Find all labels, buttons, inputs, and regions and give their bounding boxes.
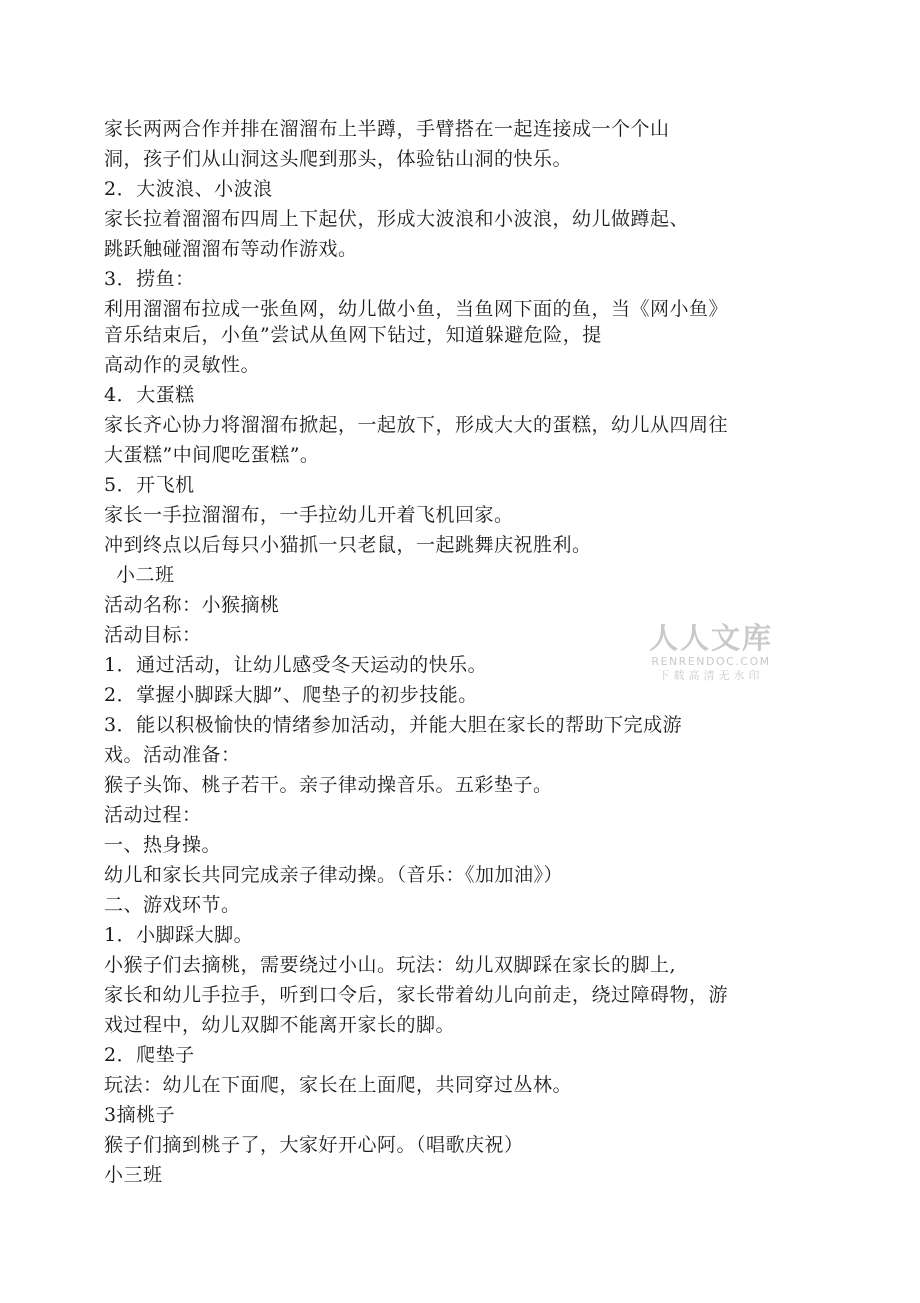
text-line: 冲到终点以后每只小猫抓一只老鼠，一起跳舞庆祝胜利。	[104, 534, 592, 556]
section-heading: 3．捞鱼：	[104, 268, 195, 290]
watermark-url: RENRENDOC.COM	[651, 655, 771, 668]
watermark-title: 人人文库	[648, 621, 773, 655]
text-line: 高动作的灵敏性。	[104, 354, 261, 376]
text-line: 3．能以积极愉快的情绪参加活动，并能大胆在家长的帮助下完成游	[104, 714, 683, 736]
text-line: 2．掌握小脚踩大脚”、爬垫子的初步技能。	[104, 684, 478, 706]
text-line: 猴子头饰、桃子若干。亲子律动操音乐。五彩垫子。	[104, 774, 553, 796]
activity-name: 活动名称：小猴摘桃	[104, 594, 280, 616]
text-line: 活动目标：	[104, 624, 202, 646]
class-heading: 小三班	[104, 1164, 163, 1186]
section-heading: 4．大蛋糕	[104, 384, 195, 406]
watermark-logo	[646, 622, 776, 683]
text-line: 1．通过活动，让幼儿感受冬天运动的快乐。	[104, 654, 488, 676]
text-line: 幼儿和家长共同完成亲子律动操。（音乐：《加加油》）	[104, 864, 564, 886]
text-line: 跳跃触碰溜溜布等动作游戏。	[104, 238, 358, 260]
class-heading: 小二班	[116, 564, 175, 586]
text-line: 家长拉着溜溜布四周上下起伏，形成大波浪和小波浪，幼儿做蹲起、	[104, 208, 690, 230]
section-heading: 3摘桃子	[104, 1104, 176, 1126]
text-line: 戏。活动准备：	[104, 744, 241, 766]
text-line: 一、热身操。	[104, 834, 222, 856]
text-line: 二、游戏环节。	[104, 894, 241, 916]
section-heading: 2．爬垫子	[104, 1044, 195, 1066]
text-line: 洞，孩子们从山洞这头爬到那头，体验钻山洞的快乐。	[104, 148, 573, 170]
watermark-subtitle: 下载高清无水印	[658, 669, 764, 682]
text-line: 猴子们摘到桃子了，大家好开心阿。（唱歌庆祝）	[104, 1134, 524, 1156]
text-line: 音乐结束后，小鱼”尝试从鱼网下钻过，知道躲避危险，提	[104, 324, 602, 346]
text-line: 家长一手拉溜溜布，一手拉幼儿开着飞机回家。	[104, 504, 514, 526]
text-line: 大蛋糕”中间爬吃蛋糕”。	[104, 444, 320, 466]
section-heading: 2．大波浪、小波浪	[104, 178, 273, 200]
text-line: 玩法：幼儿在下面爬，家长在上面爬，共同穿过丛林。	[104, 1074, 573, 1096]
text-line: 家长两两合作并排在溜溜布上半蹲，手臂搭在一起连接成一个个山	[104, 118, 670, 140]
text-line: 家长和幼儿手拉手，听到口令后，家长带着幼儿向前走，绕过障碍物，游	[104, 984, 729, 1006]
text-line: 1．小脚踩大脚。	[104, 924, 254, 946]
text-line: 活动过程：	[104, 804, 202, 826]
text-line: 小猴子们去摘桃，需要绕过小山。玩法：幼儿双脚踩在家长的脚上,	[104, 954, 677, 976]
text-line: 利用溜溜布拉成一张鱼网，幼儿做小鱼，当鱼网下面的鱼，当《网小鱼》	[104, 298, 729, 320]
text-line: 家长齐心协力将溜溜布掀起，一起放下，形成大大的蛋糕，幼儿从四周往	[104, 414, 729, 436]
section-heading: 5．开飞机	[104, 474, 195, 496]
text-line: 戏过程中，幼儿双脚不能离开家长的脚。	[104, 1014, 456, 1036]
